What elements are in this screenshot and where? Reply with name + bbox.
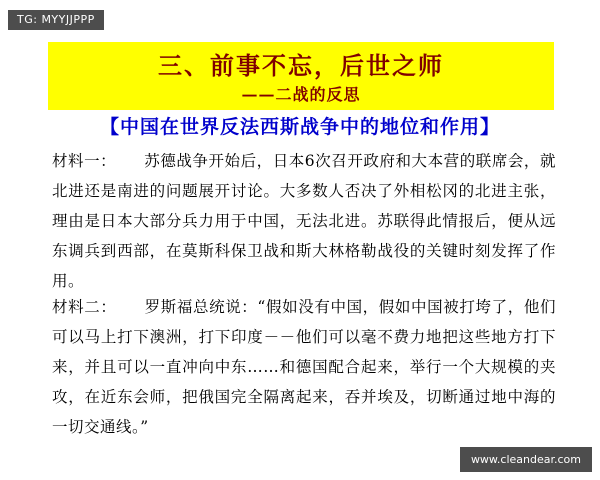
material-one-paragraph bbox=[52, 146, 556, 296]
section-heading: 【中国在世界反法西斯战争中的地位和作用】 bbox=[99, 116, 500, 138]
slide-subtitle: ——二战的反思 bbox=[241, 85, 361, 104]
slide-title: 三、前事不忘，后世之师 bbox=[158, 51, 444, 80]
material-one-text: 苏德战争开始后，日本6次召开政府和大本营的联席会，就北进还是南进的问题展开讨论。大多数人否决了外相松冈的北进主张，理由是日本大部分兵力用于中国，无法北进。苏联得此情报后，便从远东调兵到西部，在莫斯科保卫战和斯大林格勒战役的关键时刻发挥了作用。 bbox=[52, 152, 556, 290]
telegram-tag-badge: TG: MYYJJPPP bbox=[8, 10, 104, 30]
material-two-text: 罗斯福总统说：“假如没有中国，假如中国被打垮了，他们可以马上打下澳洲，打下印度－－他们可以毫不费力地把这些地方打下来，并且可以一直冲向中东……和德国配合起来，举行一个大规模的夹攻，在近东会师，把俄国完全隔离起来，吞并埃及，切断通过地中海的一切交通线。” bbox=[52, 298, 556, 436]
site-watermark: www.cleandear.com bbox=[460, 447, 592, 472]
material-two-paragraph bbox=[52, 292, 556, 442]
title-highlight-band bbox=[48, 42, 554, 110]
material-two-label: 材料二： bbox=[52, 298, 117, 316]
material-one-label: 材料一： bbox=[52, 152, 117, 170]
